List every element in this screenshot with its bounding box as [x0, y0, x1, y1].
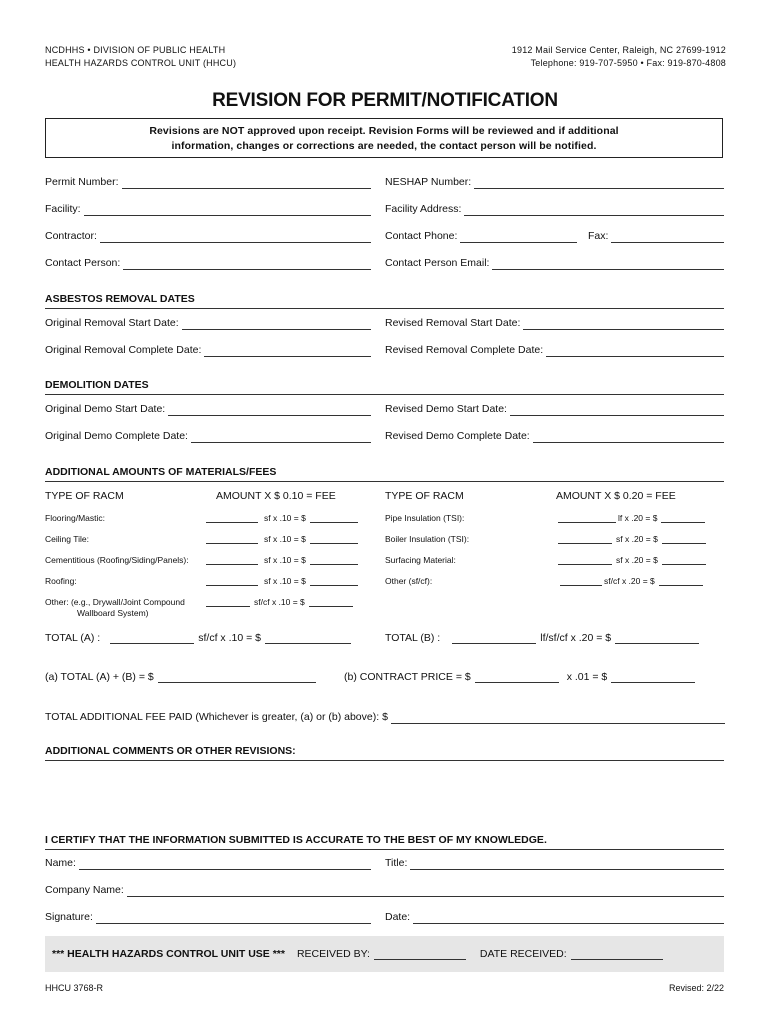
fax-field[interactable] — [588, 229, 724, 243]
material-label-other-right: Other (sf/cf): — [385, 576, 433, 586]
orig-demo-start-field[interactable] — [45, 402, 371, 416]
contact-phone-label: Contact Phone: — [385, 230, 458, 242]
phone-fax-line: Telephone: 919-707-5950 • Fax: 919-870-4808 — [530, 58, 726, 68]
permit-number-field[interactable] — [45, 175, 371, 189]
rev-removal-complete-field[interactable] — [385, 343, 724, 357]
contact-header — [512, 44, 726, 70]
name-label: Name: — [45, 857, 76, 869]
material-fee-other-right[interactable] — [560, 576, 703, 586]
orig-removal-start-label: Original Removal Start Date: — [45, 317, 179, 329]
agency-header — [45, 44, 236, 70]
contractor-field[interactable] — [45, 229, 371, 243]
contract-price-field[interactable] — [344, 671, 695, 683]
certify-heading: I CERTIFY THAT THE INFORMATION SUBMITTED IS ACCURATE TO THE BEST OF MY KNOWLEDGE. — [45, 834, 724, 850]
neshap-number-field[interactable] — [385, 175, 724, 189]
date-received-label: DATE RECEIVED: — [479, 948, 567, 960]
orig-demo-complete-label: Original Demo Complete Date: — [45, 430, 188, 442]
material-fee-ceiling[interactable] — [206, 534, 358, 544]
material-unit-pipe: lf x .20 = $ — [618, 513, 658, 523]
facility-address-label: Facility Address: — [385, 203, 462, 215]
material-unit-boiler: sf x .20 = $ — [616, 534, 658, 544]
material-label-boiler: Boiler Insulation (TSI): — [385, 534, 470, 544]
total-b-unit: lf/sf/cf x .20 = $ — [540, 632, 612, 644]
signature-label: Signature: — [45, 911, 93, 923]
material-label-ceiling: Ceiling Tile: — [45, 534, 89, 544]
contract-mult: x .01 = $ — [566, 671, 608, 683]
contact-phone-field[interactable] — [385, 229, 577, 243]
material-fee-other-left[interactable] — [206, 597, 353, 607]
facility-field[interactable] — [45, 202, 371, 216]
rev-demo-complete-label: Revised Demo Complete Date: — [385, 430, 530, 442]
material-fee-pipe[interactable] — [558, 513, 705, 523]
col-type-a: TYPE OF RACM — [45, 490, 124, 502]
office-use-label: *** HEALTH HAZARDS CONTROL UNIT USE *** — [52, 948, 285, 960]
material-unit-flooring: sf x .10 = $ — [264, 513, 306, 523]
agency-line-1: NCDHHS • DIVISION OF PUBLIC HEALTH — [45, 45, 226, 55]
contact-email-label: Contact Person Email: — [385, 257, 490, 269]
received-by-input[interactable] — [374, 949, 466, 960]
neshap-number-label: NESHAP Number: — [385, 176, 472, 188]
facility-address-field[interactable] — [385, 202, 724, 216]
comments-heading: ADDITIONAL COMMENTS OR OTHER REVISIONS: — [45, 745, 724, 761]
contract-label: (b) CONTRACT PRICE = $ — [344, 671, 471, 683]
contact-person-field[interactable] — [45, 256, 371, 270]
total-a-label: TOTAL (A) : — [45, 632, 101, 644]
orig-removal-complete-field[interactable] — [45, 343, 371, 357]
office-use-bar — [45, 936, 724, 972]
address-line: 1912 Mail Service Center, Raleigh, NC 27699-1912 — [511, 45, 726, 55]
material-unit-ceiling: sf x .10 = $ — [264, 534, 306, 544]
material-label-flooring: Flooring/Mastic: — [45, 513, 105, 523]
notice-box — [45, 118, 723, 158]
total-a-unit: sf/cf x .10 = $ — [198, 632, 261, 644]
rev-demo-start-field[interactable] — [385, 402, 724, 416]
orig-removal-start-field[interactable] — [45, 316, 371, 330]
material-unit-other-left: sf/cf x .10 = $ — [254, 597, 305, 607]
notice-line-2: information, changes or corrections are needed, the contact person will be notified. — [171, 140, 597, 152]
rev-removal-start-field[interactable] — [385, 316, 724, 330]
total-b-field[interactable] — [385, 632, 699, 644]
material-label-cementitious: Cementitious (Roofing/Siding/Panels): — [45, 555, 189, 565]
material-unit-surfacing: sf x .20 = $ — [616, 555, 658, 565]
date-label: Date: — [385, 911, 411, 923]
total-fee-paid-label: TOTAL ADDITIONAL FEE PAID (Whichever is greater, (a) or (b) above): $ — [45, 711, 388, 723]
col-type-b: TYPE OF RACM — [385, 490, 464, 502]
material-label-surfacing: Surfacing Material: — [385, 555, 456, 565]
demolition-section-heading: DEMOLITION DATES — [45, 379, 724, 395]
signature-field[interactable] — [45, 910, 371, 924]
material-label-roofing: Roofing: — [45, 576, 77, 586]
material-unit-cementitious: sf x .10 = $ — [264, 555, 306, 565]
notice-line-1: Revisions are NOT approved upon receipt. Revision Forms will be reviewed and if additional — [149, 125, 619, 137]
orig-demo-start-label: Original Demo Start Date: — [45, 403, 166, 415]
date-received-input[interactable] — [571, 949, 663, 960]
sum-label: (a) TOTAL (A) + (B) = $ — [45, 671, 154, 683]
material-fee-flooring[interactable] — [206, 513, 358, 523]
total-a-field[interactable] — [45, 632, 351, 644]
other-label-line-1: Other: (e.g., Drywall/Joint Compound — [45, 597, 185, 607]
materials-section-heading: ADDITIONAL AMOUNTS OF MATERIALS/FEES — [45, 466, 724, 482]
received-by-label: RECEIVED BY: — [296, 948, 370, 960]
material-fee-boiler[interactable] — [558, 534, 706, 544]
fax-label: Fax: — [588, 230, 609, 242]
contact-email-field[interactable] — [385, 256, 724, 270]
material-unit-roofing: sf x .10 = $ — [264, 576, 306, 586]
company-name-label: Company Name: — [45, 884, 124, 896]
rev-removal-start-label: Revised Removal Start Date: — [385, 317, 521, 329]
material-fee-roofing[interactable] — [206, 576, 358, 586]
total-b-label: TOTAL (B) : — [385, 632, 441, 644]
rev-demo-start-label: Revised Demo Start Date: — [385, 403, 507, 415]
revised-date: Revised: 2/22 — [668, 983, 724, 993]
other-label-line-2: Wallboard System) — [77, 608, 149, 618]
title-label: Title: — [385, 857, 408, 869]
company-name-field[interactable] — [45, 883, 724, 897]
material-fee-surfacing[interactable] — [558, 555, 706, 565]
material-label-pipe: Pipe Insulation (TSI): — [385, 513, 465, 523]
orig-demo-complete-field[interactable] — [45, 429, 371, 443]
comments-area[interactable] — [45, 763, 724, 825]
material-unit-other-right: sf/cf x .20 = $ — [604, 576, 655, 586]
facility-label: Facility: — [45, 203, 81, 215]
page-title: REVISION FOR PERMIT/NOTIFICATION — [212, 90, 558, 111]
col-amount-a: AMOUNT X $ 0.10 = FEE — [216, 490, 336, 502]
form-id: HHCU 3768-R — [45, 983, 104, 993]
name-field[interactable] — [45, 856, 371, 870]
contractor-label: Contractor: — [45, 230, 97, 242]
orig-removal-complete-label: Original Removal Complete Date: — [45, 344, 202, 356]
material-label-other-left — [45, 597, 185, 619]
permit-number-label: Permit Number: — [45, 176, 119, 188]
date-field[interactable] — [385, 910, 724, 924]
material-fee-cementitious[interactable] — [206, 555, 358, 565]
rev-demo-complete-field[interactable] — [385, 429, 724, 443]
total-fee-paid-field[interactable] — [45, 710, 725, 724]
title-field[interactable] — [385, 856, 724, 870]
rev-removal-complete-label: Revised Removal Complete Date: — [385, 344, 544, 356]
asbestos-section-heading: ASBESTOS REMOVAL DATES — [45, 293, 724, 309]
contact-person-label: Contact Person: — [45, 257, 121, 269]
col-amount-b: AMOUNT X $ 0.20 = FEE — [556, 490, 676, 502]
sum-field[interactable] — [45, 671, 316, 683]
agency-line-2: HEALTH HAZARDS CONTROL UNIT (HHCU) — [45, 58, 237, 68]
